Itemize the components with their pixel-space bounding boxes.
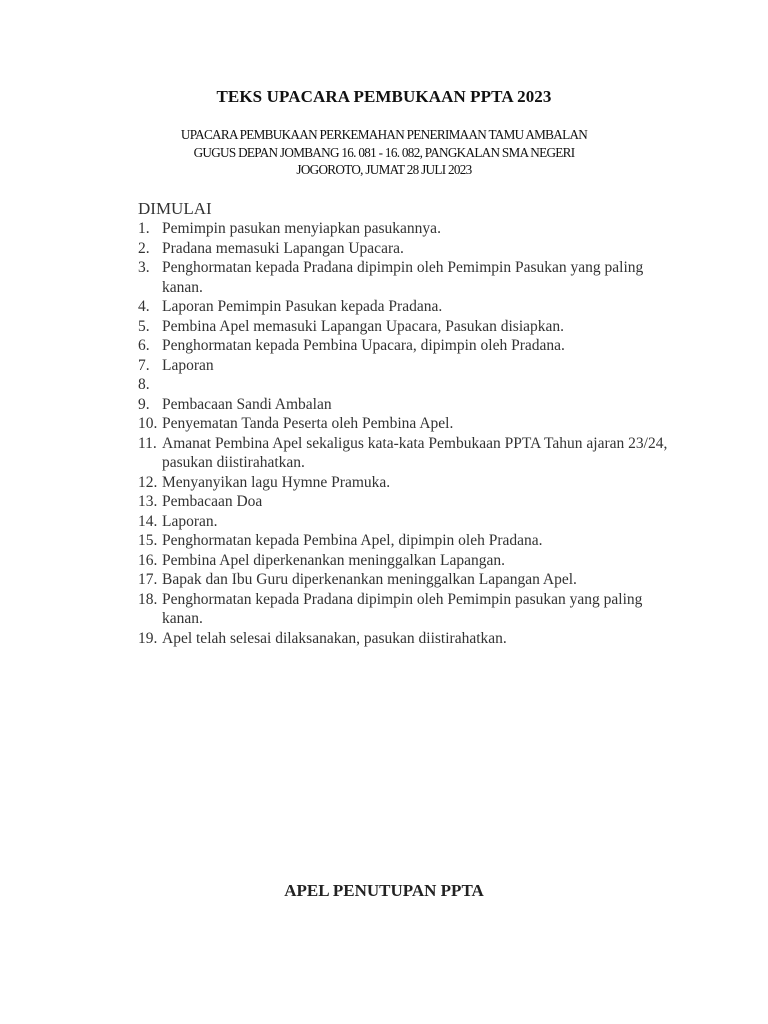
subtitle-line: UPACARA PEMBUKAAN PERKEMAHAN PENERIMAAN TAMU AMBALAN — [180, 127, 588, 142]
list-item — [138, 317, 678, 337]
list-item-number: 15. — [138, 532, 158, 549]
list-item-text: Penghormatan kepada Pembina Apel, dipimpin oleh Pradana. — [162, 532, 543, 549]
list-item — [138, 473, 678, 493]
list-item-text: Pembacaan Sandi Ambalan — [162, 395, 332, 413]
closing-heading: APEL PENUTUPAN PPTA — [284, 881, 484, 900]
list-item — [138, 219, 678, 239]
list-item-text: Penghormatan kepada Pembina Upacara, dipimpin oleh Pradana. — [162, 337, 565, 354]
list-item-text: Menyanyikan lagu Hymne Pramuka. — [162, 473, 391, 491]
list-item-text: Pembacaan Doa — [162, 493, 263, 510]
list-item-number: 16. — [138, 551, 158, 569]
list-item-number: 6. — [138, 337, 150, 354]
list-item-text: Pemimpin pasukan menyiapkan pasukannya. — [162, 220, 441, 237]
list-item-number: 11. — [138, 434, 157, 452]
list-item-text: Bapak dan Ibu Guru diperkenankan meninggalkan Lapangan Apel. — [162, 571, 577, 588]
list-item-text: Laporan Pemimpin Pasukan kepada Pradana. — [162, 298, 443, 315]
ceremony-steps-list — [138, 219, 678, 648]
list-item — [138, 434, 678, 473]
list-item-number: 18. — [138, 590, 158, 608]
list-item — [138, 590, 678, 629]
list-item-number: 8. — [138, 376, 150, 393]
list-item — [138, 239, 678, 259]
list-item-text: Laporan — [162, 356, 214, 374]
page-title: TEKS UPACARA PEMBUKAAN PPTA 2023 — [216, 87, 552, 106]
list-item-number: 12. — [138, 473, 158, 491]
list-item-text: Penghormatan kepada Pradana dipimpin oleh Pemimpin pasukan yang paling kanan. — [162, 590, 643, 627]
list-item — [138, 492, 678, 512]
intro-text: DIMULAI — [138, 199, 212, 218]
list-item-number: 4. — [138, 298, 150, 315]
list-item — [138, 395, 678, 415]
list-item — [138, 551, 678, 571]
list-item-number: 1. — [138, 220, 150, 237]
list-item-text: Pembina Apel memasuki Lapangan Upacara, Pasukan disiapkan. — [162, 317, 565, 335]
list-item-number: 2. — [138, 239, 150, 257]
subtitle-line: JOGOROTO, JUMAT 28 JULI 2023 — [296, 162, 472, 177]
list-item-text: Laporan. — [162, 512, 218, 530]
list-item — [138, 356, 678, 376]
list-item-text: Amanat Pembina Apel sekaligus kata-kata Pembukaan PPTA Tahun ajaran 23/24, pasukan diistirahatkan. — [162, 434, 668, 471]
list-item-text: Pradana memasuki Lapangan Upacara. — [162, 239, 404, 257]
subtitle-line: GUGUS DEPAN JOMBANG 16. 081 - 16. 082, PANGKALAN SMA NEGERI — [193, 144, 575, 160]
list-item-text: Apel telah selesai dilaksanakan, pasukan diistirahatkan. — [162, 629, 507, 647]
list-item — [138, 531, 678, 551]
list-item-number: 9. — [138, 395, 150, 413]
list-item — [138, 414, 678, 434]
list-item — [138, 375, 678, 395]
list-item-number: 13. — [138, 493, 158, 510]
list-item-number: 5. — [138, 317, 150, 335]
list-item-text: Penghormatan kepada Pradana dipimpin oleh Pemimpin Pasukan yang paling kanan. — [162, 259, 644, 296]
list-item-text: Penyematan Tanda Peserta oleh Pembina Apel. — [162, 415, 454, 432]
list-item-number: 10. — [138, 415, 158, 432]
list-item — [138, 297, 678, 317]
list-item — [138, 629, 678, 649]
list-item-number: 17. — [138, 571, 158, 588]
list-item — [138, 258, 678, 297]
list-item-text: Pembina Apel diperkenankan meninggalkan Lapangan. — [162, 551, 506, 569]
list-item — [138, 336, 678, 356]
list-item — [138, 570, 678, 590]
list-item-number: 3. — [138, 259, 150, 276]
list-item-number: 7. — [138, 356, 150, 374]
list-item-number: 19. — [138, 629, 158, 647]
list-item-number: 14. — [138, 512, 158, 530]
list-item — [138, 512, 678, 532]
page-subtitle — [130, 126, 638, 179]
